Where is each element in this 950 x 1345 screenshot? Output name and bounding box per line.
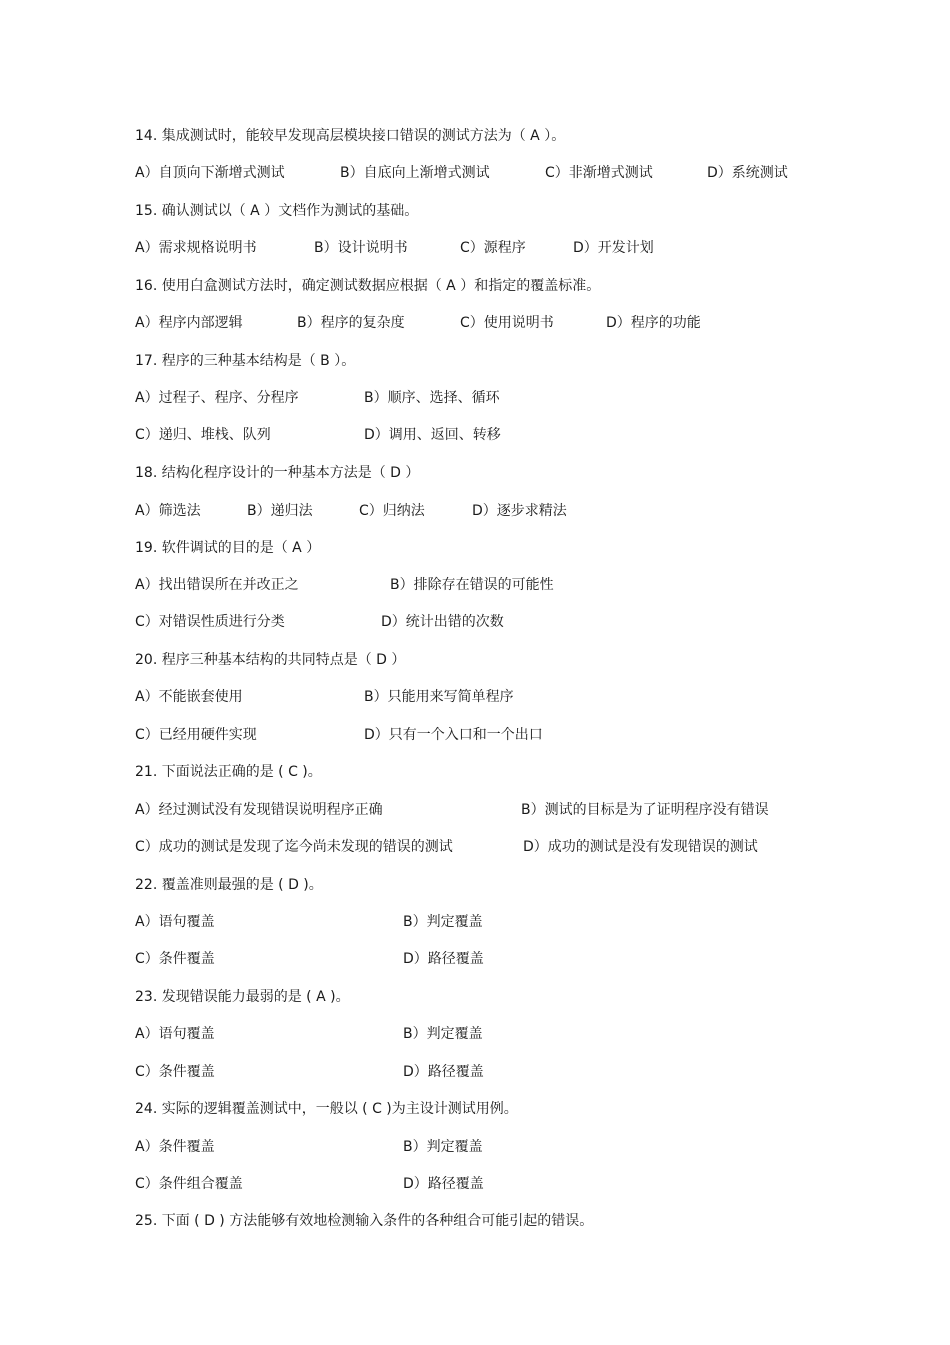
option-c: C）已经用硬件实现 (135, 727, 257, 743)
option-c: C）条件覆盖 (135, 1064, 215, 1080)
option-a: A）筛选法 (135, 503, 201, 519)
option-d: D）成功的测试是没有发现错误的测试 (523, 839, 758, 855)
option-a: A）条件覆盖 (135, 1139, 215, 1155)
question-16-options (0, 312, 950, 334)
question-21-options-row1 (0, 799, 950, 821)
option-b: B）顺序、选择、循环 (364, 390, 500, 406)
option-b: B）判定覆盖 (403, 1026, 483, 1042)
option-d: D）程序的功能 (606, 315, 701, 331)
question-23-options-row1 (0, 1023, 950, 1045)
question-15-options (0, 237, 950, 259)
question-text: 24. 实际的逻辑覆盖测试中，一般以 ( C )为主设计测试用例。 (135, 1101, 518, 1117)
option-d: D）只有一个入口和一个出口 (364, 727, 543, 743)
question-22-options-row2 (0, 948, 950, 970)
option-a: A）不能嵌套使用 (135, 689, 243, 705)
question-25-stem (0, 1210, 950, 1232)
question-23-stem (0, 986, 950, 1008)
question-24-stem (0, 1098, 950, 1120)
option-c: C）成功的测试是发现了迄今尚未发现的错误的测试 (135, 839, 453, 855)
option-a: A）找出错误所在并改正之 (135, 577, 299, 593)
option-d: D）路径覆盖 (403, 1064, 484, 1080)
option-b: B）递归法 (247, 503, 313, 519)
question-19-options-row2 (0, 611, 950, 633)
option-a: A）自顶向下渐增式测试 (135, 165, 285, 181)
option-c: C）归纳法 (359, 503, 425, 519)
option-c: C）条件组合覆盖 (135, 1176, 243, 1192)
question-17-options-row1 (0, 387, 950, 409)
option-c: C）条件覆盖 (135, 951, 215, 967)
question-text: 20. 程序三种基本结构的共同特点是（ D ） (135, 652, 406, 668)
question-text: 17. 程序的三种基本结构是（ B ）。 (135, 353, 356, 369)
question-20-options-row2 (0, 724, 950, 746)
option-b: B）排除存在错误的可能性 (390, 577, 554, 593)
question-16-stem (0, 275, 950, 297)
option-b: B）测试的目标是为了证明程序没有错误 (521, 802, 769, 818)
option-a: A）语句覆盖 (135, 914, 215, 930)
question-17-stem (0, 350, 950, 372)
option-d: D）逐步求精法 (472, 503, 567, 519)
question-19-options-row1 (0, 574, 950, 596)
question-text: 18. 结构化程序设计的一种基本方法是（ D ） (135, 465, 420, 481)
option-c: C）源程序 (460, 240, 526, 256)
option-b: B）设计说明书 (314, 240, 408, 256)
option-c: C）递归、堆栈、队列 (135, 427, 271, 443)
option-d: D）系统测试 (707, 165, 788, 181)
question-text: 16. 使用白盒测试方法时，确定测试数据应根据（ A ）和指定的覆盖标准。 (135, 278, 601, 294)
question-21-options-row2 (0, 836, 950, 858)
question-18-stem (0, 462, 950, 484)
question-23-options-row2 (0, 1061, 950, 1083)
question-20-options-row1 (0, 686, 950, 708)
question-24-options-row2 (0, 1173, 950, 1195)
question-22-options-row1 (0, 911, 950, 933)
option-c: C）非渐增式测试 (545, 165, 653, 181)
question-19-stem (0, 537, 950, 559)
question-14-stem (0, 125, 950, 147)
option-b: B）判定覆盖 (403, 1139, 483, 1155)
option-a: A）经过测试没有发现错误说明程序正确 (135, 802, 383, 818)
option-a: A）过程子、程序、分程序 (135, 390, 299, 406)
question-22-stem (0, 874, 950, 896)
option-a: A）需求规格说明书 (135, 240, 257, 256)
question-20-stem (0, 649, 950, 671)
option-b: B）判定覆盖 (403, 914, 483, 930)
question-text: 23. 发现错误能力最弱的是 ( A )。 (135, 989, 350, 1005)
question-18-options (0, 500, 950, 522)
question-text: 22. 覆盖准则最强的是 ( D )。 (135, 877, 323, 893)
option-d: D）路径覆盖 (403, 951, 484, 967)
option-b: B）程序的复杂度 (297, 315, 405, 331)
option-a: A）程序内部逻辑 (135, 315, 243, 331)
option-b: B）自底向上渐增式测试 (340, 165, 490, 181)
question-24-options-row1 (0, 1136, 950, 1158)
question-text: 25. 下面 ( D ) 方法能够有效地检测输入条件的各种组合可能引起的错误。 (135, 1213, 594, 1229)
question-text: 21. 下面说法正确的是 ( C )。 (135, 764, 322, 780)
question-14-options (0, 162, 950, 184)
option-a: A）语句覆盖 (135, 1026, 215, 1042)
option-c: C）使用说明书 (460, 315, 554, 331)
option-d: D）调用、返回、转移 (364, 427, 501, 443)
question-text: 19. 软件调试的目的是（ A ） (135, 540, 321, 556)
question-21-stem (0, 761, 950, 783)
option-c: C）对错误性质进行分类 (135, 614, 285, 630)
question-17-options-row2 (0, 424, 950, 446)
option-d: D）路径覆盖 (403, 1176, 484, 1192)
option-d: D）开发计划 (573, 240, 654, 256)
question-text: 14. 集成测试时，能较早发现高层模块接口错误的测试方法为（ A ）。 (135, 128, 566, 144)
option-b: B）只能用来写简单程序 (364, 689, 514, 705)
option-d: D）统计出错的次数 (381, 614, 504, 630)
question-text: 15. 确认测试以（ A ）文档作为测试的基础。 (135, 203, 419, 219)
question-15-stem (0, 200, 950, 222)
